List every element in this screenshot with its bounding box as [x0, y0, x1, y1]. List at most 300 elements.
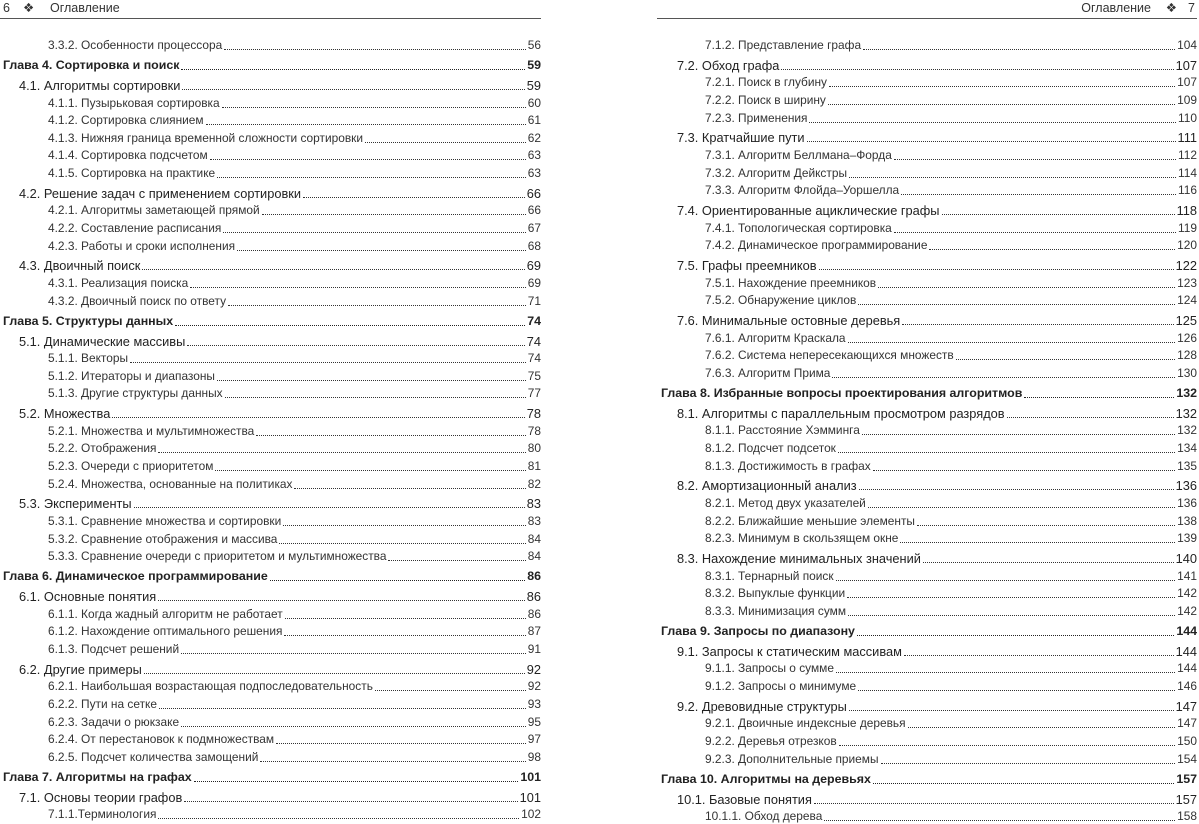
leader-dots: [902, 324, 1173, 325]
toc-entry-page: 136: [1177, 496, 1197, 510]
leader-dots: [873, 783, 1174, 784]
leader-dots: [158, 600, 525, 601]
toc-entry-page: 144: [1177, 661, 1197, 676]
leader-dots: [814, 803, 1174, 804]
toc-entry-page: 123: [1177, 275, 1197, 290]
toc-subsection-entry[interactable]: [0, 695, 541, 712]
running-header: [657, 0, 1197, 19]
toc-subsection-entry[interactable]: [657, 91, 1197, 108]
toc-section-entry[interactable]: [0, 404, 541, 421]
leader-dots: [276, 743, 526, 744]
leader-dots: [838, 452, 1175, 453]
toc-entry-page: 132: [1176, 386, 1197, 400]
toc-entry-page: 78: [527, 423, 541, 438]
leader-dots: [839, 745, 1175, 746]
leader-dots: [210, 159, 526, 160]
toc-subsection-entry[interactable]: [657, 439, 1197, 456]
toc-subsection-entry[interactable]: [0, 512, 541, 529]
leader-dots: [824, 820, 1175, 821]
toc-entry-title: 5.3.3. Сравнение очереди с приоритетом и мультимножества: [48, 549, 387, 564]
toc-entry-page: 128: [1177, 348, 1197, 363]
toc-section-entry[interactable]: [657, 56, 1197, 73]
toc-subsection-entry[interactable]: [657, 236, 1197, 253]
toc-subsection-entry[interactable]: [0, 36, 541, 53]
toc-subsection-entry[interactable]: [0, 605, 541, 622]
toc-entry-page: 116: [1178, 183, 1197, 198]
toc-chapter-entry[interactable]: [0, 56, 541, 73]
leader-dots: [904, 655, 1174, 656]
toc-entry-title: 10.1. Базовые понятия: [677, 791, 812, 807]
toc-subsection-entry[interactable]: [657, 364, 1197, 381]
leader-dots: [819, 269, 1174, 270]
toc-chapter-entry[interactable]: [0, 567, 541, 584]
toc-entry-title: 5.2. Множества: [19, 406, 111, 422]
toc-entry-page: 74: [526, 333, 541, 349]
toc-entry-title: 8.2. Амортизационный анализ: [677, 478, 857, 494]
toc-entry-title: 7.5.1. Нахождение преемников: [705, 275, 877, 290]
leader-dots: [923, 562, 1174, 563]
toc-subsection-entry[interactable]: [0, 237, 541, 254]
toc-entry-title: 5.3. Эксперименты: [19, 496, 132, 512]
leader-dots: [217, 380, 526, 381]
toc-entry-title: 8.2.2. Ближайшие меньшие элементы: [705, 513, 915, 528]
toc-entry-page: 146: [1177, 679, 1197, 693]
toc-entry-page: 122: [1175, 258, 1197, 273]
toc-subsection-entry[interactable]: [657, 567, 1197, 584]
toc-entry-page: 142: [1177, 603, 1197, 618]
toc-entry-title: 6.2.2. Пути на сетке: [48, 697, 157, 711]
leader-dots: [894, 232, 1176, 233]
leader-dots: [284, 635, 525, 636]
toc-entry-title: 8.1. Алгоритмы с параллельным просмотром разрядов: [677, 405, 1005, 421]
toc-entry-page: 102: [521, 807, 541, 822]
toc-entry-title: 7.2.1. Поиск в глубину: [705, 75, 827, 90]
toc-entry-page: 130: [1177, 365, 1197, 380]
toc-entry-title: 6.2.1. Наибольшая возрастающая подпоследовательность: [48, 679, 373, 694]
toc-subsection-entry[interactable]: [0, 384, 541, 401]
leader-dots: [181, 726, 526, 727]
toc-subsection-entry[interactable]: [0, 292, 541, 309]
toc-subsection-entry[interactable]: [0, 422, 541, 439]
leader-dots: [881, 763, 1176, 764]
ornament-icon: ❖: [1165, 1, 1177, 15]
toc-chapter-entry[interactable]: [0, 312, 541, 329]
toc-section-entry[interactable]: [0, 587, 541, 604]
toc-entry-page: 86: [526, 589, 541, 605]
toc-entry-page: 157: [1175, 791, 1197, 807]
leader-dots: [237, 250, 526, 251]
left-page: [0, 0, 541, 822]
toc-entry-page: 110: [1178, 110, 1197, 125]
toc-subsection-entry[interactable]: [657, 146, 1197, 163]
toc-entry-page: 66: [526, 185, 541, 201]
toc-entry-page: 101: [520, 770, 541, 784]
toc-subsection-entry[interactable]: [0, 748, 541, 765]
toc-entry-title: 7.2.3. Применения: [705, 110, 808, 125]
leader-dots: [917, 525, 1175, 526]
toc-subsection-entry[interactable]: [0, 146, 541, 163]
leader-dots: [222, 107, 526, 108]
leader-dots: [863, 49, 1175, 50]
toc-entry-title: 4.3.1. Реализация поиска: [48, 276, 189, 290]
toc-entry-page: 140: [1175, 551, 1197, 566]
toc-section-entry[interactable]: [0, 184, 541, 201]
toc-subsection-entry[interactable]: [0, 367, 541, 384]
toc-entry-page: 83: [527, 514, 541, 528]
toc-subsection-entry[interactable]: [657, 274, 1197, 291]
toc-entry-page: 104: [1177, 38, 1197, 52]
toc-subsection-entry[interactable]: [0, 547, 541, 564]
toc-entry-title: Глава 5. Структуры данных: [3, 313, 174, 328]
toc-entry-title: 8.3.1. Тернарный поиск: [705, 568, 834, 583]
leader-dots: [388, 560, 525, 561]
toc-entry-page: 63: [527, 148, 541, 163]
toc-entry-page: 157: [1176, 771, 1197, 786]
toc-entry-title: 7.1. Основы теории графов: [19, 789, 183, 805]
leader-dots: [836, 580, 1176, 581]
toc-entry-title: 7.6.2. Система непересекающихся множеств: [705, 348, 954, 363]
toc-entry-title: 6.2.5. Подсчет количества замощений: [48, 749, 259, 764]
leader-dots: [901, 194, 1176, 195]
leader-dots: [836, 672, 1175, 673]
toc-subsection-entry[interactable]: [657, 584, 1197, 601]
toc-subsection-entry[interactable]: [657, 807, 1197, 824]
toc-section-entry[interactable]: [657, 128, 1197, 145]
leader-dots: [112, 417, 524, 418]
toc-chapter-entry[interactable]: [0, 768, 541, 785]
toc-entry-title: 4.2.3. Работы и сроки исполнения: [48, 238, 236, 253]
toc-entry-title: 8.3. Нахождение минимальных значений: [677, 551, 921, 566]
toc-entry-page: 138: [1177, 513, 1197, 528]
toc-section-entry[interactable]: [0, 332, 541, 349]
toc-subsection-entry[interactable]: [657, 329, 1197, 346]
toc-entry-page: 84: [527, 549, 541, 564]
toc-entry-page: 132: [1177, 423, 1197, 438]
toc-entry-title: 8.1.2. Подсчет подсеток: [705, 441, 836, 455]
toc-entry-page: 107: [1177, 75, 1197, 90]
toc-entry-page: 56: [527, 38, 541, 52]
toc-subsection-entry[interactable]: [0, 219, 541, 236]
toc-subsection-entry[interactable]: [657, 164, 1197, 181]
leader-dots: [858, 690, 1175, 691]
toc-subsection-entry[interactable]: [0, 640, 541, 657]
toc-entry-page: 150: [1177, 734, 1197, 748]
toc-subsection-entry[interactable]: [657, 346, 1197, 363]
toc-entry-title: 4.1.2. Сортировка слиянием: [48, 113, 204, 128]
toc-entry-title: 7.3.1. Алгоритм Беллмана–Форда: [705, 148, 892, 162]
leader-dots: [873, 470, 1175, 471]
toc-subsection-entry[interactable]: [0, 805, 541, 822]
toc-subsection-entry[interactable]: [657, 291, 1197, 308]
toc-entry-title: 9.1.2. Запросы о минимуме: [705, 679, 857, 693]
toc-entry-title: 6.1.3. Подсчет решений: [48, 642, 180, 656]
leader-dots: [181, 69, 525, 70]
toc-subsection-entry[interactable]: [657, 494, 1197, 511]
toc-entry-page: 69: [526, 258, 541, 274]
toc-entry-title: 9.1.1. Запросы о сумме: [705, 661, 834, 676]
toc-entry-title: 7.4. Ориентированные ациклические графы: [677, 203, 940, 218]
toc-section-entry[interactable]: [0, 76, 541, 93]
toc-section-entry[interactable]: [657, 697, 1197, 714]
toc-entry-page: 134: [1177, 441, 1197, 455]
leader-dots: [862, 434, 1175, 435]
toc-entry-page: 124: [1177, 293, 1197, 308]
toc-entry-page: 86: [527, 569, 541, 584]
toc-subsection-entry[interactable]: [657, 659, 1197, 676]
leader-dots: [1007, 417, 1174, 418]
leader-dots: [859, 489, 1174, 490]
toc-entry-title: 7.3. Кратчайшие пути: [677, 130, 805, 146]
toc-subsection-entry[interactable]: [0, 475, 541, 492]
toc-chapter-entry[interactable]: [657, 622, 1197, 639]
toc-section-entry[interactable]: [657, 642, 1197, 659]
toc-entry-title: Глава 8. Избранные вопросы проектирования алгоритмов: [661, 386, 1023, 400]
leader-dots: [1024, 397, 1174, 398]
toc-entry-page: 66: [527, 203, 541, 218]
toc-subsection-entry[interactable]: [657, 421, 1197, 438]
leader-dots: [829, 86, 1175, 87]
toc-entry-page: 93: [527, 697, 541, 711]
toc-entry-page: 109: [1177, 93, 1197, 107]
toc-subsection-entry[interactable]: [657, 512, 1197, 529]
page-number: 6: [3, 1, 10, 15]
toc-entry-page: 59: [526, 78, 541, 93]
toc-entry-title: 4.2.2. Составление расписания: [48, 221, 222, 235]
toc-entry-title: 5.1.1. Векторы: [48, 351, 129, 366]
toc-entry-page: 125: [1175, 313, 1197, 328]
running-title: Оглавление: [50, 1, 120, 15]
leader-dots: [175, 325, 525, 326]
toc-subsection-entry[interactable]: [657, 529, 1197, 546]
toc-entry-page: 78: [526, 406, 541, 422]
toc-entry-page: 136: [1175, 478, 1197, 494]
toc-entry-page: 60: [527, 95, 541, 110]
toc-entry-title: 7.4.1. Топологическая сортировка: [705, 220, 892, 235]
toc-entry-page: 77: [527, 386, 541, 401]
toc-subsection-entry[interactable]: [0, 439, 541, 456]
toc-entry-title: 5.3.1. Сравнение множества и сортировки: [48, 514, 282, 528]
toc-section-entry[interactable]: [657, 256, 1197, 273]
toc-entry-page: 92: [527, 679, 541, 694]
toc-entry-title: 6.2. Другие примеры: [19, 661, 142, 677]
toc-entry-page: 82: [527, 476, 541, 491]
toc-entry-page: 132: [1175, 405, 1197, 421]
toc-entry-page: 61: [527, 113, 541, 128]
leader-dots: [848, 342, 1176, 343]
leader-dots: [848, 615, 1175, 616]
toc-entry-title: 7.6. Минимальные остовные деревья: [677, 313, 901, 328]
toc-subsection-entry[interactable]: [0, 677, 541, 694]
toc-section-entry[interactable]: [657, 476, 1197, 493]
toc-subsection-entry[interactable]: [657, 750, 1197, 767]
toc-entry-page: 141: [1177, 568, 1197, 583]
leader-dots: [849, 710, 1174, 711]
leader-dots: [144, 673, 525, 674]
toc-entry-title: 9.2.2. Деревья отрезков: [705, 734, 837, 748]
leader-dots: [217, 177, 526, 178]
toc-entry-page: 95: [527, 714, 541, 729]
leader-dots: [942, 214, 1175, 215]
toc-subsection-entry[interactable]: [657, 714, 1197, 731]
toc-entry-title: 4.1.4. Сортировка подсчетом: [48, 148, 208, 163]
toc-subsection-entry[interactable]: [657, 732, 1197, 749]
leader-dots: [956, 359, 1175, 360]
toc-entry-page: 144: [1175, 643, 1197, 659]
toc-entry-page: 111: [1177, 130, 1197, 146]
toc-subsection-entry[interactable]: [0, 94, 541, 111]
leader-dots: [375, 690, 526, 691]
toc-entry-page: 101: [519, 789, 541, 805]
toc-entry-title: Глава 4. Сортировка и поиск: [3, 58, 180, 73]
toc-subsection-entry[interactable]: [657, 36, 1197, 53]
leader-dots: [908, 727, 1176, 728]
toc-subsection-entry[interactable]: [0, 730, 541, 747]
toc-entry-title: 8.1.1. Расстояние Хэмминга: [705, 423, 860, 438]
toc-chapter-entry[interactable]: [657, 770, 1197, 787]
toc-entry-page: 83: [526, 496, 541, 512]
toc-entry-page: 87: [527, 624, 541, 639]
toc-entry-page: 80: [527, 441, 541, 456]
toc-subsection-entry[interactable]: [0, 713, 541, 730]
toc-subsection-entry[interactable]: [0, 457, 541, 474]
toc-section-entry[interactable]: [657, 201, 1197, 218]
toc-chapter-entry[interactable]: [657, 384, 1197, 401]
leader-dots: [158, 452, 525, 453]
toc-subsection-entry[interactable]: [657, 73, 1197, 90]
toc-entry-page: 74: [527, 351, 541, 366]
toc-entry-title: Глава 6. Динамическое программирование: [3, 569, 268, 584]
leader-dots: [858, 304, 1175, 305]
leader-dots: [285, 618, 526, 619]
toc-entry-title: 9.2.1. Двоичные индексные деревья: [705, 716, 906, 731]
toc-entry-title: 4.1.3. Нижняя граница временной сложности сортировки: [48, 130, 363, 145]
toc-entry-title: 3.3.2. Особенности процессора: [48, 38, 223, 52]
toc-entry-page: 154: [1177, 751, 1197, 766]
running-header: [0, 0, 541, 19]
toc-subsection-entry[interactable]: [0, 622, 541, 639]
toc-subsection-entry[interactable]: [657, 109, 1197, 126]
leader-dots: [294, 488, 525, 489]
leader-dots: [260, 761, 525, 762]
leader-dots: [206, 124, 526, 125]
leader-dots: [215, 470, 525, 471]
leader-dots: [270, 580, 525, 581]
toc-entry-title: 8.3.2. Выпуклые функции: [705, 586, 846, 601]
toc-entry-page: 86: [527, 606, 541, 621]
leader-dots: [225, 397, 526, 398]
toc-entry-page: 135: [1177, 458, 1197, 473]
toc-subsection-entry[interactable]: [0, 530, 541, 547]
toc-subsection-entry[interactable]: [657, 219, 1197, 236]
toc-entry-page: 74: [527, 313, 541, 328]
leader-dots: [187, 345, 524, 346]
toc-entry-title: 5.1.3. Другие структуры данных: [48, 386, 223, 401]
leader-dots: [781, 69, 1173, 70]
toc-subsection-entry[interactable]: [0, 274, 541, 291]
toc-entry-title: 7.4.2. Динамическое программирование: [705, 238, 928, 253]
toc-section-entry[interactable]: [657, 404, 1197, 421]
toc-entry-title: 4.2.1. Алгоритмы заметающей прямой: [48, 203, 260, 218]
leader-dots: [228, 305, 526, 306]
toc-entry-page: 81: [527, 459, 541, 473]
toc-section-entry[interactable]: [657, 790, 1197, 807]
leader-dots: [223, 232, 525, 233]
toc-entry-title: 7.3.3. Алгоритм Флойда–Уоршелла: [705, 183, 900, 198]
toc-entry-title: 9.2.3. Дополнительные приемы: [705, 751, 879, 766]
toc-subsection-entry[interactable]: [0, 349, 541, 366]
toc-section-entry[interactable]: [657, 549, 1197, 566]
toc-entry-page: 84: [527, 531, 541, 546]
toc-entry-title: Глава 10. Алгоритмы на деревьях: [661, 771, 871, 786]
toc-entry-title: 4.1. Алгоритмы сортировки: [19, 78, 181, 93]
leader-dots: [929, 249, 1175, 250]
toc-entry-title: 7.1.2. Представление графа: [705, 38, 862, 52]
toc-subsection-entry[interactable]: [657, 181, 1197, 198]
toc-subsection-entry[interactable]: [0, 129, 541, 146]
toc-entry-page: 120: [1177, 238, 1197, 253]
leader-dots: [807, 141, 1176, 142]
toc-section-entry[interactable]: [0, 494, 541, 511]
toc-entry-page: 119: [1178, 220, 1197, 235]
toc-section-entry[interactable]: [0, 788, 541, 805]
toc-subsection-entry[interactable]: [0, 201, 541, 218]
toc-entry-page: 144: [1176, 624, 1197, 638]
leader-dots: [857, 635, 1174, 636]
toc-entry-page: 92: [526, 661, 541, 677]
toc-subsection-entry[interactable]: [657, 457, 1197, 474]
leader-dots: [878, 287, 1175, 288]
leader-dots: [849, 177, 1176, 178]
toc-entry-title: 5.2.3. Очереди с приоритетом: [48, 459, 214, 473]
toc-entry-title: 6.2.4. От перестановок к подмножествам: [48, 732, 275, 747]
toc-entry-title: 7.2. Обход графа: [677, 57, 780, 73]
toc-entry-page: 114: [1178, 165, 1197, 180]
toc-entry-page: 68: [527, 238, 541, 253]
ornament-icon: ❖: [23, 1, 35, 15]
leader-dots: [809, 122, 1176, 123]
toc-section-entry[interactable]: [0, 256, 541, 273]
leader-dots: [832, 377, 1175, 378]
toc-entry-title: 7.5.2. Обнаружение циклов: [705, 293, 857, 308]
toc-entry-page: 71: [527, 293, 541, 308]
toc-subsection-entry[interactable]: [657, 602, 1197, 619]
toc-section-entry[interactable]: [0, 660, 541, 677]
toc-subsection-entry[interactable]: [0, 111, 541, 128]
leader-dots: [828, 104, 1175, 105]
running-title: Оглавление: [1081, 1, 1151, 15]
toc-entry-page: 139: [1177, 531, 1197, 546]
toc-entry-title: 8.1.3. Достижимость в графах: [705, 458, 871, 473]
toc-subsection-entry[interactable]: [657, 677, 1197, 694]
leader-dots: [256, 435, 525, 436]
toc-subsection-entry[interactable]: [0, 164, 541, 181]
toc-section-entry[interactable]: [657, 311, 1197, 328]
toc-entry-title: 5.2.2. Отображения: [48, 441, 157, 456]
toc-entry-page: 75: [527, 368, 541, 383]
toc-entry-title: 9.1. Запросы к статическим массивам: [677, 643, 902, 659]
toc-entry-page: 98: [527, 749, 541, 764]
toc-entry-title: 8.2.1. Метод двух указателей: [705, 496, 866, 510]
leader-dots: [365, 142, 526, 143]
toc-entry-title: 7.6.1. Алгоритм Краскала: [705, 330, 846, 345]
toc-entry-title: 6.1.1. Когда жадный алгоритм не работает: [48, 606, 283, 621]
leader-dots: [184, 801, 517, 802]
toc-entry-page: 107: [1175, 57, 1197, 73]
toc-entry-title: 7.3.2. Алгоритм Дейкстры: [705, 165, 847, 180]
toc-entry-page: 91: [527, 642, 541, 656]
toc-entry-title: 4.1.5. Сортировка на практике: [48, 166, 216, 180]
toc-entry-title: 5.1.2. Итераторы и диапазоны: [48, 368, 215, 383]
